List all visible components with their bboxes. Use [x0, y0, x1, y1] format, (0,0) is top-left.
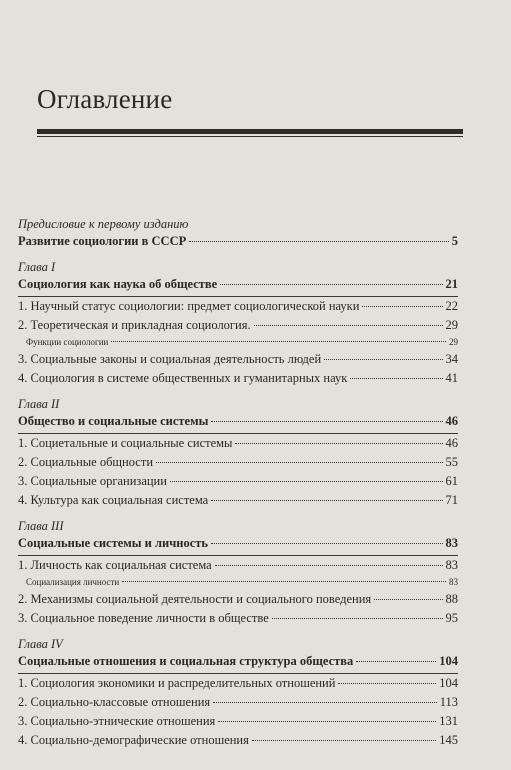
toc-page-number: 61	[445, 474, 458, 488]
dot-leader	[156, 462, 442, 463]
chapter-label: Глава III	[18, 519, 64, 533]
toc-page-number: 131	[439, 714, 458, 728]
chapter-title: Социология как наука об обществе	[18, 277, 218, 291]
chapter-title: Социальные системы и личность	[18, 536, 209, 550]
toc-page-number: 83	[445, 536, 458, 550]
section-title: 2. Теоретическая и прикладная социология.	[18, 318, 251, 332]
toc-page-number: 29	[449, 337, 458, 347]
dot-leader	[211, 500, 442, 501]
toc-page-number: 5	[451, 234, 458, 248]
dot-leader	[215, 565, 443, 566]
section-title: 1. Личность как социальная система	[18, 558, 212, 572]
dot-leader	[211, 543, 442, 544]
chapter-list	[18, 260, 458, 752]
section-title: 3. Социальные организации	[18, 474, 167, 488]
dot-leader	[122, 581, 446, 582]
chapter-label: Глава II	[18, 397, 60, 411]
toc-section[interactable]	[18, 474, 458, 493]
toc-page-number: 22	[445, 299, 458, 313]
section-title: 2. Механизмы социальной деятельности и социального поведения	[18, 592, 372, 606]
title-rule-thin	[37, 136, 463, 137]
toc-entry-chapter[interactable]	[18, 414, 458, 434]
toc-page-number: 55	[445, 455, 458, 469]
section-title: 4. Социология в системе общественных и гуманитарных наук	[18, 371, 348, 385]
toc-section[interactable]	[18, 592, 458, 611]
toc-page-number: 34	[445, 352, 458, 366]
toc-page-number: 145	[439, 733, 458, 747]
toc-page-number: 46	[445, 414, 458, 428]
preface-label: Предисловие к первому изданию	[18, 217, 189, 231]
toc-subsection[interactable]	[18, 577, 458, 592]
dot-leader	[220, 284, 442, 285]
dot-leader	[211, 421, 442, 422]
dot-leader	[170, 481, 443, 482]
page-title: Оглавление	[37, 84, 173, 114]
dot-leader	[324, 359, 442, 360]
section-title: 1. Научный статус социологии: предмет социологической науки	[18, 299, 360, 313]
toc-section[interactable]	[18, 493, 458, 512]
toc-section[interactable]	[18, 299, 458, 318]
toc-section[interactable]	[18, 733, 458, 752]
toc-section[interactable]	[18, 558, 458, 577]
toc-subsection[interactable]	[18, 337, 458, 352]
section-title: Социализация личности	[26, 577, 120, 587]
dot-leader	[218, 721, 436, 722]
chapter-title: Общество и социальные системы	[18, 414, 209, 428]
toc-page-number: 46	[445, 436, 458, 450]
section-title: 4. Культура как социальная система	[18, 493, 209, 507]
toc-entry-title: Развитие социологии в СССР	[18, 234, 187, 248]
toc-entry-chapter[interactable]	[18, 654, 458, 674]
toc-section[interactable]	[18, 676, 458, 695]
toc-section[interactable]	[18, 436, 458, 455]
section-title: 3. Социально-этнические отношения	[18, 714, 216, 728]
toc-page-number: 21	[445, 277, 458, 291]
title-rule-thick	[37, 129, 463, 134]
dot-leader	[374, 599, 442, 600]
toc-page-number: 41	[445, 371, 458, 385]
toc-section[interactable]	[18, 714, 458, 733]
dot-leader	[252, 740, 436, 741]
table-of-contents	[18, 217, 458, 752]
toc-page-number: 95	[445, 611, 458, 625]
section-title: 3. Социальные законы и социальная деятельность людей	[18, 352, 322, 366]
toc-page-number: 104	[439, 654, 458, 668]
dot-leader	[338, 683, 436, 684]
section-title: 4. Социально-демографические отношения	[18, 733, 249, 747]
dot-leader	[362, 306, 442, 307]
toc-page-number: 104	[439, 676, 458, 690]
toc-entry-chapter[interactable]	[18, 536, 458, 556]
toc-section[interactable]	[18, 352, 458, 371]
section-title: 2. Социальные общности	[18, 455, 154, 469]
section-title: Функции социологии	[26, 337, 109, 347]
dot-leader	[272, 618, 443, 619]
toc-page-number: 83	[445, 558, 458, 572]
dot-leader	[350, 378, 442, 379]
toc-section[interactable]	[18, 318, 458, 337]
dot-leader	[356, 661, 436, 662]
chapter-label: Глава IV	[18, 637, 63, 651]
section-title: 3. Социальное поведение личности в обществе	[18, 611, 269, 625]
toc-page-number: 71	[445, 493, 458, 507]
section-title: 1. Социология экономики и распределительных отношений	[18, 676, 336, 690]
toc-entry-preface[interactable]	[18, 234, 458, 253]
toc-page-number: 113	[439, 695, 458, 709]
toc-entry-chapter[interactable]	[18, 277, 458, 297]
dot-leader	[189, 241, 449, 242]
dot-leader	[111, 341, 446, 342]
toc-page-number: 88	[445, 592, 458, 606]
chapter-title: Социальные отношения и социальная структура общества	[18, 654, 354, 668]
toc-section[interactable]	[18, 455, 458, 474]
dot-leader	[235, 443, 442, 444]
toc-section[interactable]	[18, 611, 458, 630]
toc-section[interactable]	[18, 695, 458, 714]
dot-leader	[254, 325, 443, 326]
toc-section[interactable]	[18, 371, 458, 390]
section-title: 1. Социетальные и социальные системы	[18, 436, 233, 450]
section-title: 2. Социально-классовые отношения	[18, 695, 211, 709]
dot-leader	[213, 702, 437, 703]
toc-page-number: 29	[445, 318, 458, 332]
chapter-label: Глава I	[18, 260, 56, 274]
toc-page-number: 83	[449, 577, 458, 587]
